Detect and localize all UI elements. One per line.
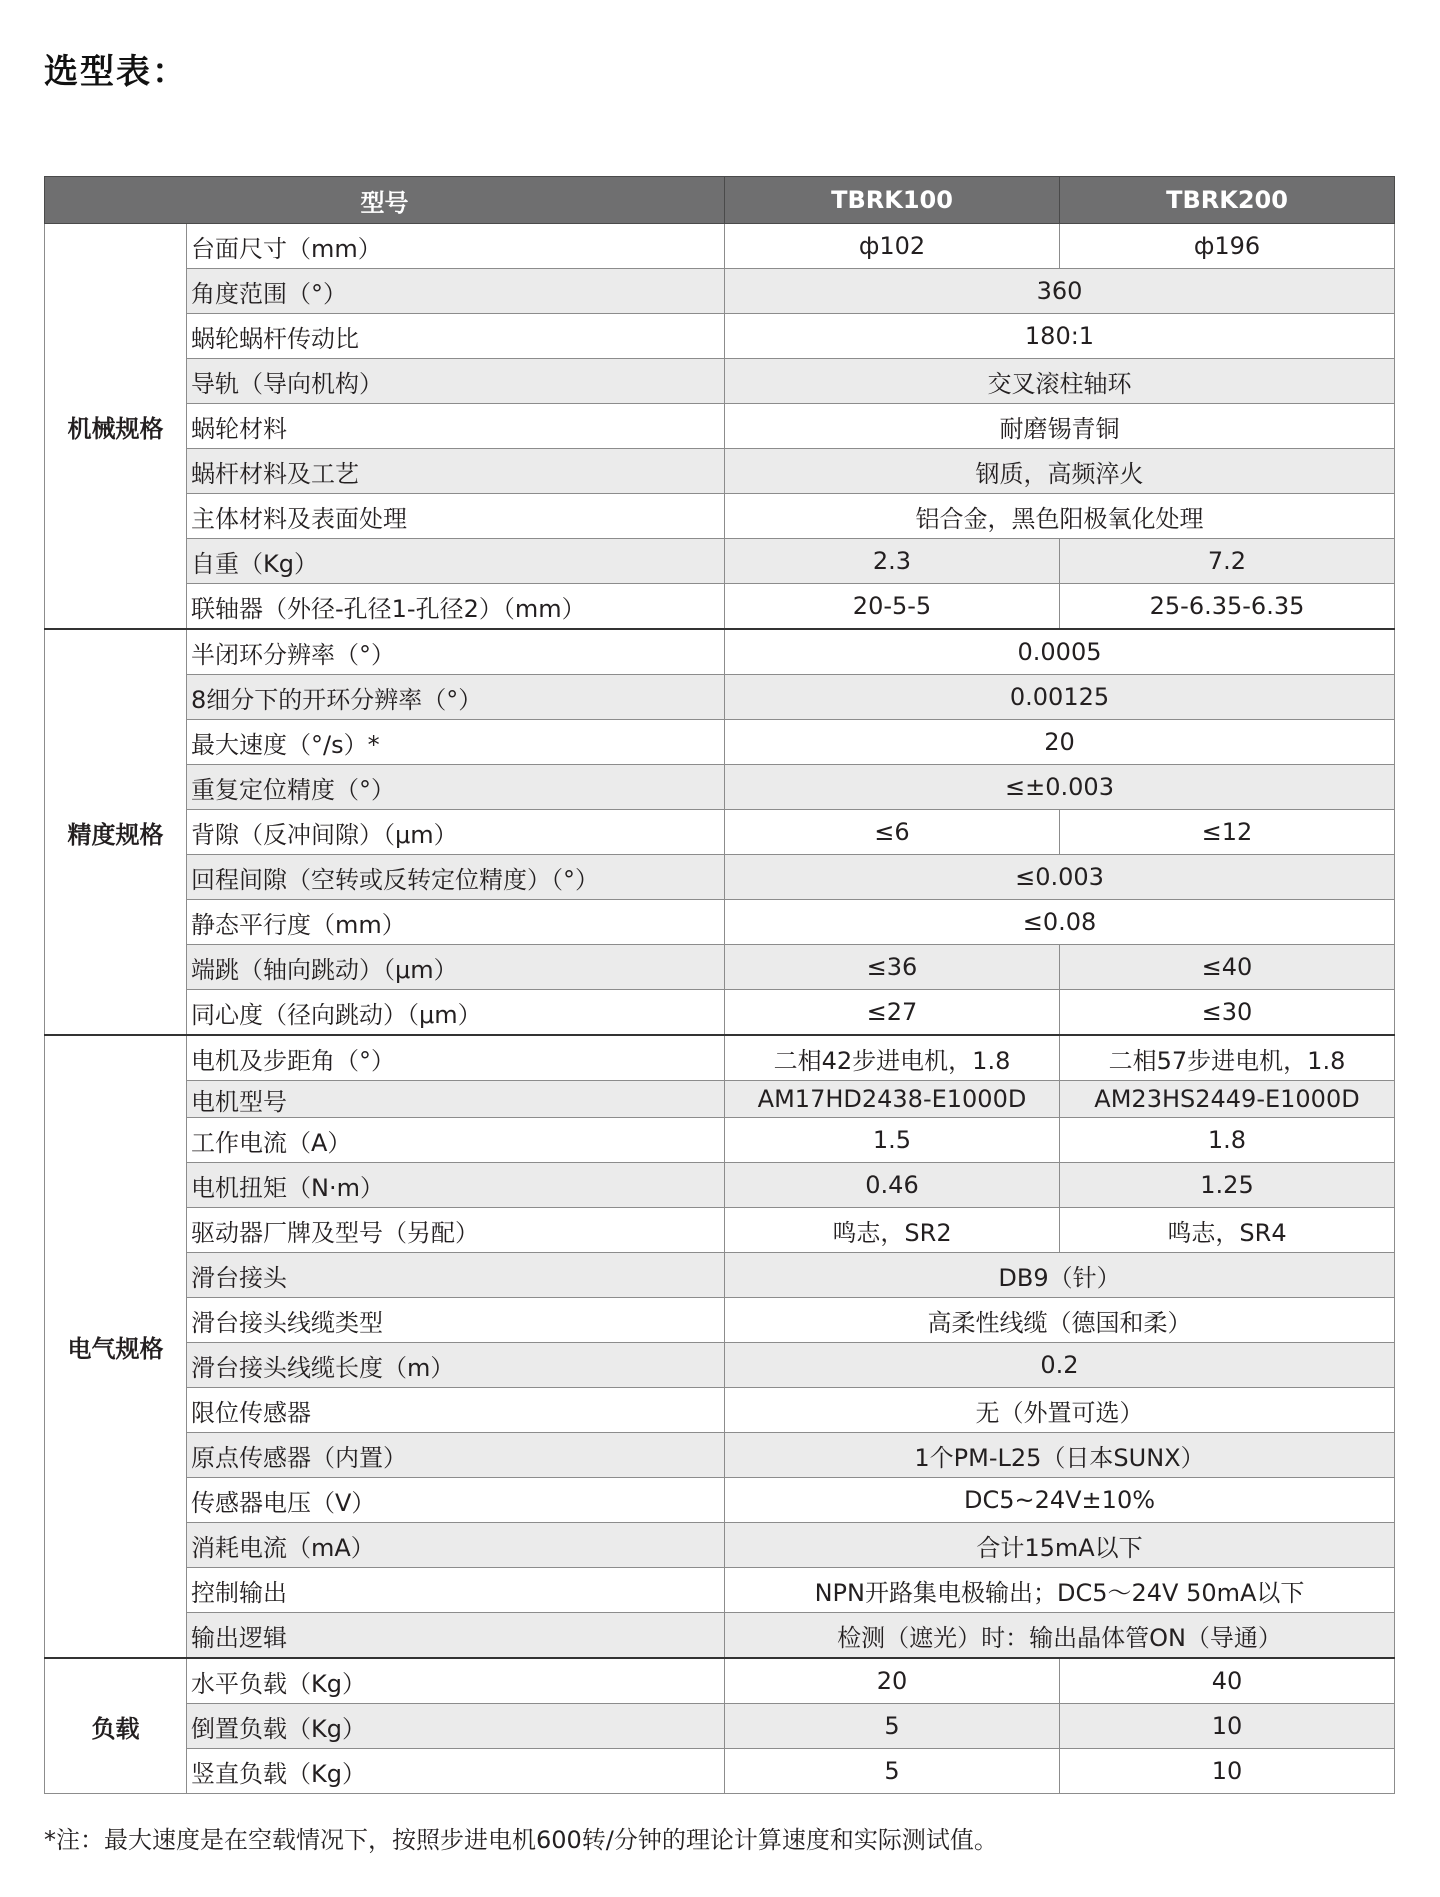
table-row bbox=[45, 584, 1395, 630]
param-label: 电机型号 bbox=[187, 1081, 725, 1118]
param-label: 滑台接头线缆长度（m） bbox=[187, 1343, 725, 1388]
value-tbrk100: 0.46 bbox=[725, 1163, 1060, 1208]
param-label: 蜗轮材料 bbox=[187, 404, 725, 449]
table-row bbox=[45, 1343, 1395, 1388]
value-tbrk200: AM23HS2449-E1000D bbox=[1060, 1081, 1395, 1118]
table-row bbox=[45, 629, 1395, 675]
value-shared: 180:1 bbox=[725, 314, 1395, 359]
value-tbrk100: 5 bbox=[725, 1704, 1060, 1749]
value-tbrk200: 1.25 bbox=[1060, 1163, 1395, 1208]
table-row bbox=[45, 1704, 1395, 1749]
param-label: 电机及步距角（°） bbox=[187, 1035, 725, 1081]
value-shared: 耐磨锡青铜 bbox=[725, 404, 1395, 449]
param-label: 滑台接头线缆类型 bbox=[187, 1298, 725, 1343]
value-shared: 0.2 bbox=[725, 1343, 1395, 1388]
value-shared: 360 bbox=[725, 269, 1395, 314]
param-label: 传感器电压（V） bbox=[187, 1478, 725, 1523]
value-tbrk200: ф196 bbox=[1060, 224, 1395, 269]
param-label: 重复定位精度（°） bbox=[187, 765, 725, 810]
value-shared: NPN开路集电极输出；DC5～24V 50mA以下 bbox=[725, 1568, 1395, 1613]
table-row bbox=[45, 224, 1395, 269]
model-tbrk200: TBRK200 bbox=[1060, 177, 1395, 224]
param-label: 竖直负载（Kg） bbox=[187, 1749, 725, 1794]
value-tbrk100: ≤27 bbox=[725, 990, 1060, 1036]
param-label: 电机扭矩（N·m） bbox=[187, 1163, 725, 1208]
selection-table bbox=[44, 176, 1395, 1794]
table-row bbox=[45, 539, 1395, 584]
table-row bbox=[45, 1035, 1395, 1081]
table-row bbox=[45, 494, 1395, 539]
footnote: *注：最大速度是在空载情况下，按照步进电机600转/分钟的理论计算速度和实际测试值。 bbox=[44, 1826, 998, 1854]
param-label: 背隙（反冲间隙）（μm） bbox=[187, 810, 725, 855]
table-row bbox=[45, 1118, 1395, 1163]
value-tbrk200: 10 bbox=[1060, 1749, 1395, 1794]
group-electrical: 电气规格 bbox=[45, 1035, 187, 1658]
value-tbrk200: 鸣志，SR4 bbox=[1060, 1208, 1395, 1253]
param-label: 8细分下的开环分辨率（°） bbox=[187, 675, 725, 720]
value-tbrk100: 5 bbox=[725, 1749, 1060, 1794]
table-row bbox=[45, 1208, 1395, 1253]
table-row bbox=[45, 1433, 1395, 1478]
value-shared: 交叉滚柱轴环 bbox=[725, 359, 1395, 404]
table-row bbox=[45, 1658, 1395, 1704]
param-label: 蜗杆材料及工艺 bbox=[187, 449, 725, 494]
group-mechanical: 机械规格 bbox=[45, 224, 187, 630]
param-label: 输出逻辑 bbox=[187, 1613, 725, 1659]
param-label: 联轴器（外径-孔径1-孔径2）（mm） bbox=[187, 584, 725, 630]
value-shared: 检测（遮光）时：输出晶体管ON（导通） bbox=[725, 1613, 1395, 1659]
value-tbrk100: 2.3 bbox=[725, 539, 1060, 584]
param-label: 主体材料及表面处理 bbox=[187, 494, 725, 539]
param-label: 原点传感器（内置） bbox=[187, 1433, 725, 1478]
param-label: 回程间隙（空转或反转定位精度）（°） bbox=[187, 855, 725, 900]
value-shared: DC5~24V±10% bbox=[725, 1478, 1395, 1523]
value-shared: ≤±0.003 bbox=[725, 765, 1395, 810]
value-tbrk200: 10 bbox=[1060, 1704, 1395, 1749]
param-label: 驱动器厂牌及型号（另配） bbox=[187, 1208, 725, 1253]
value-tbrk200: ≤30 bbox=[1060, 990, 1395, 1036]
group-precision: 精度规格 bbox=[45, 629, 187, 1035]
table-row bbox=[45, 314, 1395, 359]
table-row bbox=[45, 1523, 1395, 1568]
table-row bbox=[45, 1253, 1395, 1298]
table-row bbox=[45, 1568, 1395, 1613]
table-row bbox=[45, 1163, 1395, 1208]
value-tbrk200: 7.2 bbox=[1060, 539, 1395, 584]
table-row bbox=[45, 1478, 1395, 1523]
value-tbrk100: 1.5 bbox=[725, 1118, 1060, 1163]
param-label: 倒置负载（Kg） bbox=[187, 1704, 725, 1749]
model-tbrk100: TBRK100 bbox=[725, 177, 1060, 224]
value-shared: DB9（针） bbox=[725, 1253, 1395, 1298]
table-row bbox=[45, 945, 1395, 990]
param-label: 工作电流（A） bbox=[187, 1118, 725, 1163]
table-row bbox=[45, 1298, 1395, 1343]
value-tbrk100: ф102 bbox=[725, 224, 1060, 269]
param-label: 限位传感器 bbox=[187, 1388, 725, 1433]
param-label: 导轨（导向机构） bbox=[187, 359, 725, 404]
value-shared: 20 bbox=[725, 720, 1395, 765]
table-row bbox=[45, 855, 1395, 900]
param-label: 水平负载（Kg） bbox=[187, 1658, 725, 1704]
value-shared: 合计15mA以下 bbox=[725, 1523, 1395, 1568]
value-tbrk200: 25-6.35-6.35 bbox=[1060, 584, 1395, 630]
page-title: 选型表： bbox=[44, 52, 188, 92]
param-label: 同心度（径向跳动）（μm） bbox=[187, 990, 725, 1036]
param-label: 控制输出 bbox=[187, 1568, 725, 1613]
value-shared: 1个PM-L25（日本SUNX） bbox=[725, 1433, 1395, 1478]
value-tbrk100: AM17HD2438-E1000D bbox=[725, 1081, 1060, 1118]
table-row bbox=[45, 1388, 1395, 1433]
value-tbrk100: 鸣志，SR2 bbox=[725, 1208, 1060, 1253]
value-shared: 高柔性线缆（德国和柔） bbox=[725, 1298, 1395, 1343]
param-label: 滑台接头 bbox=[187, 1253, 725, 1298]
table-row bbox=[45, 269, 1395, 314]
param-label: 蜗轮蜗杆传动比 bbox=[187, 314, 725, 359]
value-tbrk200: ≤40 bbox=[1060, 945, 1395, 990]
value-shared: 0.0005 bbox=[725, 629, 1395, 675]
value-tbrk100: 二相42步进电机，1.8 bbox=[725, 1035, 1060, 1081]
table-row bbox=[45, 900, 1395, 945]
value-tbrk100: ≤36 bbox=[725, 945, 1060, 990]
value-shared: 铝合金，黑色阳极氧化处理 bbox=[725, 494, 1395, 539]
param-label: 角度范围（°） bbox=[187, 269, 725, 314]
value-shared: 钢质，高频淬火 bbox=[725, 449, 1395, 494]
value-tbrk200: ≤12 bbox=[1060, 810, 1395, 855]
value-shared: ≤0.003 bbox=[725, 855, 1395, 900]
table-row bbox=[45, 1613, 1395, 1659]
param-label: 台面尺寸（mm） bbox=[187, 224, 725, 269]
value-tbrk200: 1.8 bbox=[1060, 1118, 1395, 1163]
header-row bbox=[45, 177, 1395, 224]
table-row bbox=[45, 765, 1395, 810]
value-tbrk200: 40 bbox=[1060, 1658, 1395, 1704]
value-shared: 0.00125 bbox=[725, 675, 1395, 720]
value-shared: ≤0.08 bbox=[725, 900, 1395, 945]
table-row bbox=[45, 359, 1395, 404]
table-row bbox=[45, 1081, 1395, 1118]
value-tbrk100: 20-5-5 bbox=[725, 584, 1060, 630]
model-label: 型号 bbox=[45, 177, 725, 224]
group-load: 负载 bbox=[45, 1658, 187, 1794]
table-row bbox=[45, 810, 1395, 855]
table-row bbox=[45, 720, 1395, 765]
value-tbrk100: ≤6 bbox=[725, 810, 1060, 855]
table-row bbox=[45, 404, 1395, 449]
param-label: 自重（Kg） bbox=[187, 539, 725, 584]
param-label: 静态平行度（mm） bbox=[187, 900, 725, 945]
table-row bbox=[45, 675, 1395, 720]
param-label: 消耗电流（mA） bbox=[187, 1523, 725, 1568]
param-label: 半闭环分辨率（°） bbox=[187, 629, 725, 675]
table-row bbox=[45, 990, 1395, 1036]
table-row bbox=[45, 449, 1395, 494]
value-tbrk100: 20 bbox=[725, 1658, 1060, 1704]
value-tbrk200: 二相57步进电机，1.8 bbox=[1060, 1035, 1395, 1081]
table-row bbox=[45, 1749, 1395, 1794]
value-shared: 无（外置可选） bbox=[725, 1388, 1395, 1433]
param-label: 最大速度（°/s）* bbox=[187, 720, 725, 765]
param-label: 端跳（轴向跳动）（μm） bbox=[187, 945, 725, 990]
